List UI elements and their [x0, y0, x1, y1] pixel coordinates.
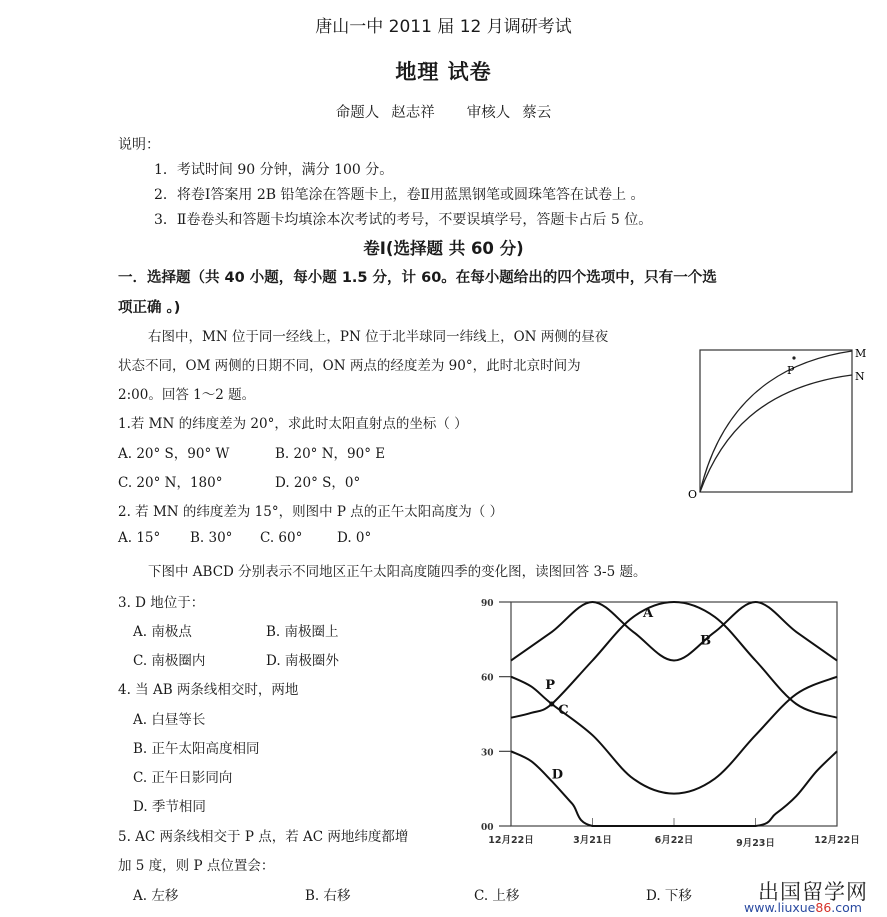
chart-x-axis — [488, 818, 859, 849]
q5-option-a[interactable]: A. 左移 — [133, 888, 179, 904]
x-tick-label: 3月21日 — [573, 835, 612, 846]
label-o: O — [688, 488, 698, 500]
series-line-d — [511, 751, 837, 826]
exam-school-line: 唐山一中 2011 届 12 月调研考试 — [315, 17, 572, 37]
passage-line: 2:00。回答 1～2 题。 — [118, 387, 256, 403]
x-tick-label: 9月23日 — [736, 838, 775, 849]
q2-option-b[interactable]: B. 30° — [190, 530, 233, 546]
note-item: 3．Ⅱ卷卷头和答题卡均填涂本次考试的考号，不要误填学号，答题卡占后 5 位。 — [154, 212, 653, 228]
passage-line: 右图中，MN 位于同一经线上，PN 位于北半球同一纬线上，ON 两侧的昼夜 — [148, 329, 609, 345]
q5-option-c[interactable]: C. 上移 — [474, 888, 520, 904]
author-label: 命题人 — [335, 105, 380, 121]
q2-option-a[interactable]: A. 15° — [118, 530, 161, 546]
annotation-p: P — [545, 678, 556, 694]
watermark-url-highlight: 86 — [815, 900, 832, 915]
question-5-stem: 5. AC 两条线相交于 P 点，若 AC 两地纬度都增 — [118, 829, 409, 845]
point-p-marker — [549, 702, 554, 707]
q5-option-d[interactable]: D. 下移 — [646, 888, 692, 904]
author-name: 赵志祥 — [391, 105, 435, 121]
watermark-url-suffix: .com — [831, 900, 862, 915]
sun-altitude-chart — [470, 592, 870, 854]
annotation-a: A — [643, 605, 654, 621]
x-tick-label: 6月22日 — [654, 835, 694, 846]
reviewer-label: 审核人 — [466, 105, 511, 121]
y-tick-label: 00 — [481, 823, 494, 833]
q1-option-b[interactable]: B. 20° N，90° E — [275, 446, 386, 462]
authors-line — [0, 101, 887, 122]
annotation-d: D — [551, 767, 564, 783]
q1-option-a[interactable]: A. 20° S，90° W — [118, 446, 230, 462]
section-instructions-cont: 项正确 。) — [118, 300, 181, 316]
curve-om — [700, 351, 852, 492]
note-item: 2．将卷Ⅰ答案用 2B 铅笔涂在答题卡上，卷Ⅱ用蓝黑钢笔或圆珠笔答在试卷上 。 — [154, 187, 645, 203]
figure-1-diagram — [686, 345, 871, 500]
question-2-stem: 2. 若 MN 的纬度差为 15°，则图中 P 点的正午太阳高度为（ ） — [118, 504, 504, 520]
y-tick-label: 90 — [481, 599, 494, 609]
figure-1-frame — [700, 350, 852, 492]
notes-label: 说明： — [118, 137, 160, 153]
note-item: 1．考试时间 90 分钟，满分 100 分。 — [154, 162, 394, 178]
watermark-url-prefix: www.liuxue — [744, 900, 816, 915]
x-tick-label: 12月22日 — [488, 835, 534, 846]
question-4-stem: 4. 当 AB 两条线相交时，两地 — [118, 682, 299, 698]
series-line-b — [511, 602, 837, 661]
watermark-logo-text: 出国留学网 — [758, 880, 868, 904]
q4-option-c[interactable]: C. 正午日影同向 — [133, 770, 233, 786]
q3-option-b[interactable]: B. 南极圈上 — [266, 624, 339, 640]
q3-option-c[interactable]: C. 南极圈内 — [133, 653, 206, 669]
q4-option-a[interactable]: A. 白昼等长 — [133, 712, 206, 728]
q3-option-a[interactable]: A. 南极点 — [133, 624, 192, 640]
q2-option-d[interactable]: D. 0° — [337, 530, 372, 546]
label-n: N — [855, 370, 865, 383]
y-tick-label: 60 — [481, 673, 494, 684]
x-tick-label: 12月22日 — [814, 835, 860, 846]
volume-heading: 卷Ⅰ(选择题 共 60 分) — [363, 239, 524, 258]
question-3-stem: 3. D 地位于： — [118, 595, 205, 611]
exam-title: 地理 试卷 — [395, 60, 492, 84]
passage-line: 状态不同，OM 两侧的日期不同，ON 两点的经度差为 90°，此时北京时间为 — [118, 358, 581, 374]
section-instructions: 一．选择题（共 40 小题，每小题 1.5 分，计 60。在每小题给出的四个选项中，只有一个选 — [118, 270, 717, 286]
label-m: M — [855, 347, 867, 360]
annotation-b: B — [700, 633, 712, 649]
chart-y-axis — [481, 599, 511, 833]
watermark-url[interactable] — [744, 900, 862, 915]
annotation-c: C — [558, 703, 569, 718]
passage-2: 下图中 ABCD 分别表示不同地区正午太阳高度随四季的变化图，读图回答 3-5 题。 — [148, 564, 647, 580]
q1-option-c[interactable]: C. 20° N，180° — [118, 475, 223, 491]
q4-option-d[interactable]: D. 季节相同 — [133, 799, 206, 815]
q3-option-d[interactable]: D. 南极圈外 — [266, 653, 339, 669]
label-p: P — [787, 364, 795, 377]
q5-option-b[interactable]: B. 右移 — [305, 888, 351, 904]
question-5-stem-cont: 加 5 度，则 P 点位置会： — [118, 858, 275, 874]
q1-option-d[interactable]: D. 20° S，0° — [275, 475, 361, 491]
reviewer-name: 蔡云 — [522, 105, 552, 121]
q4-option-b[interactable]: B. 正午太阳高度相同 — [133, 741, 260, 757]
q2-option-c[interactable]: C. 60° — [260, 530, 303, 546]
y-tick-label: 30 — [481, 748, 494, 759]
chart-annotations — [545, 606, 711, 783]
question-1-stem: 1.若 MN 的纬度差为 20°，求此时太阳直射点的坐标（ ） — [118, 416, 468, 432]
point-p-marker — [792, 356, 795, 359]
